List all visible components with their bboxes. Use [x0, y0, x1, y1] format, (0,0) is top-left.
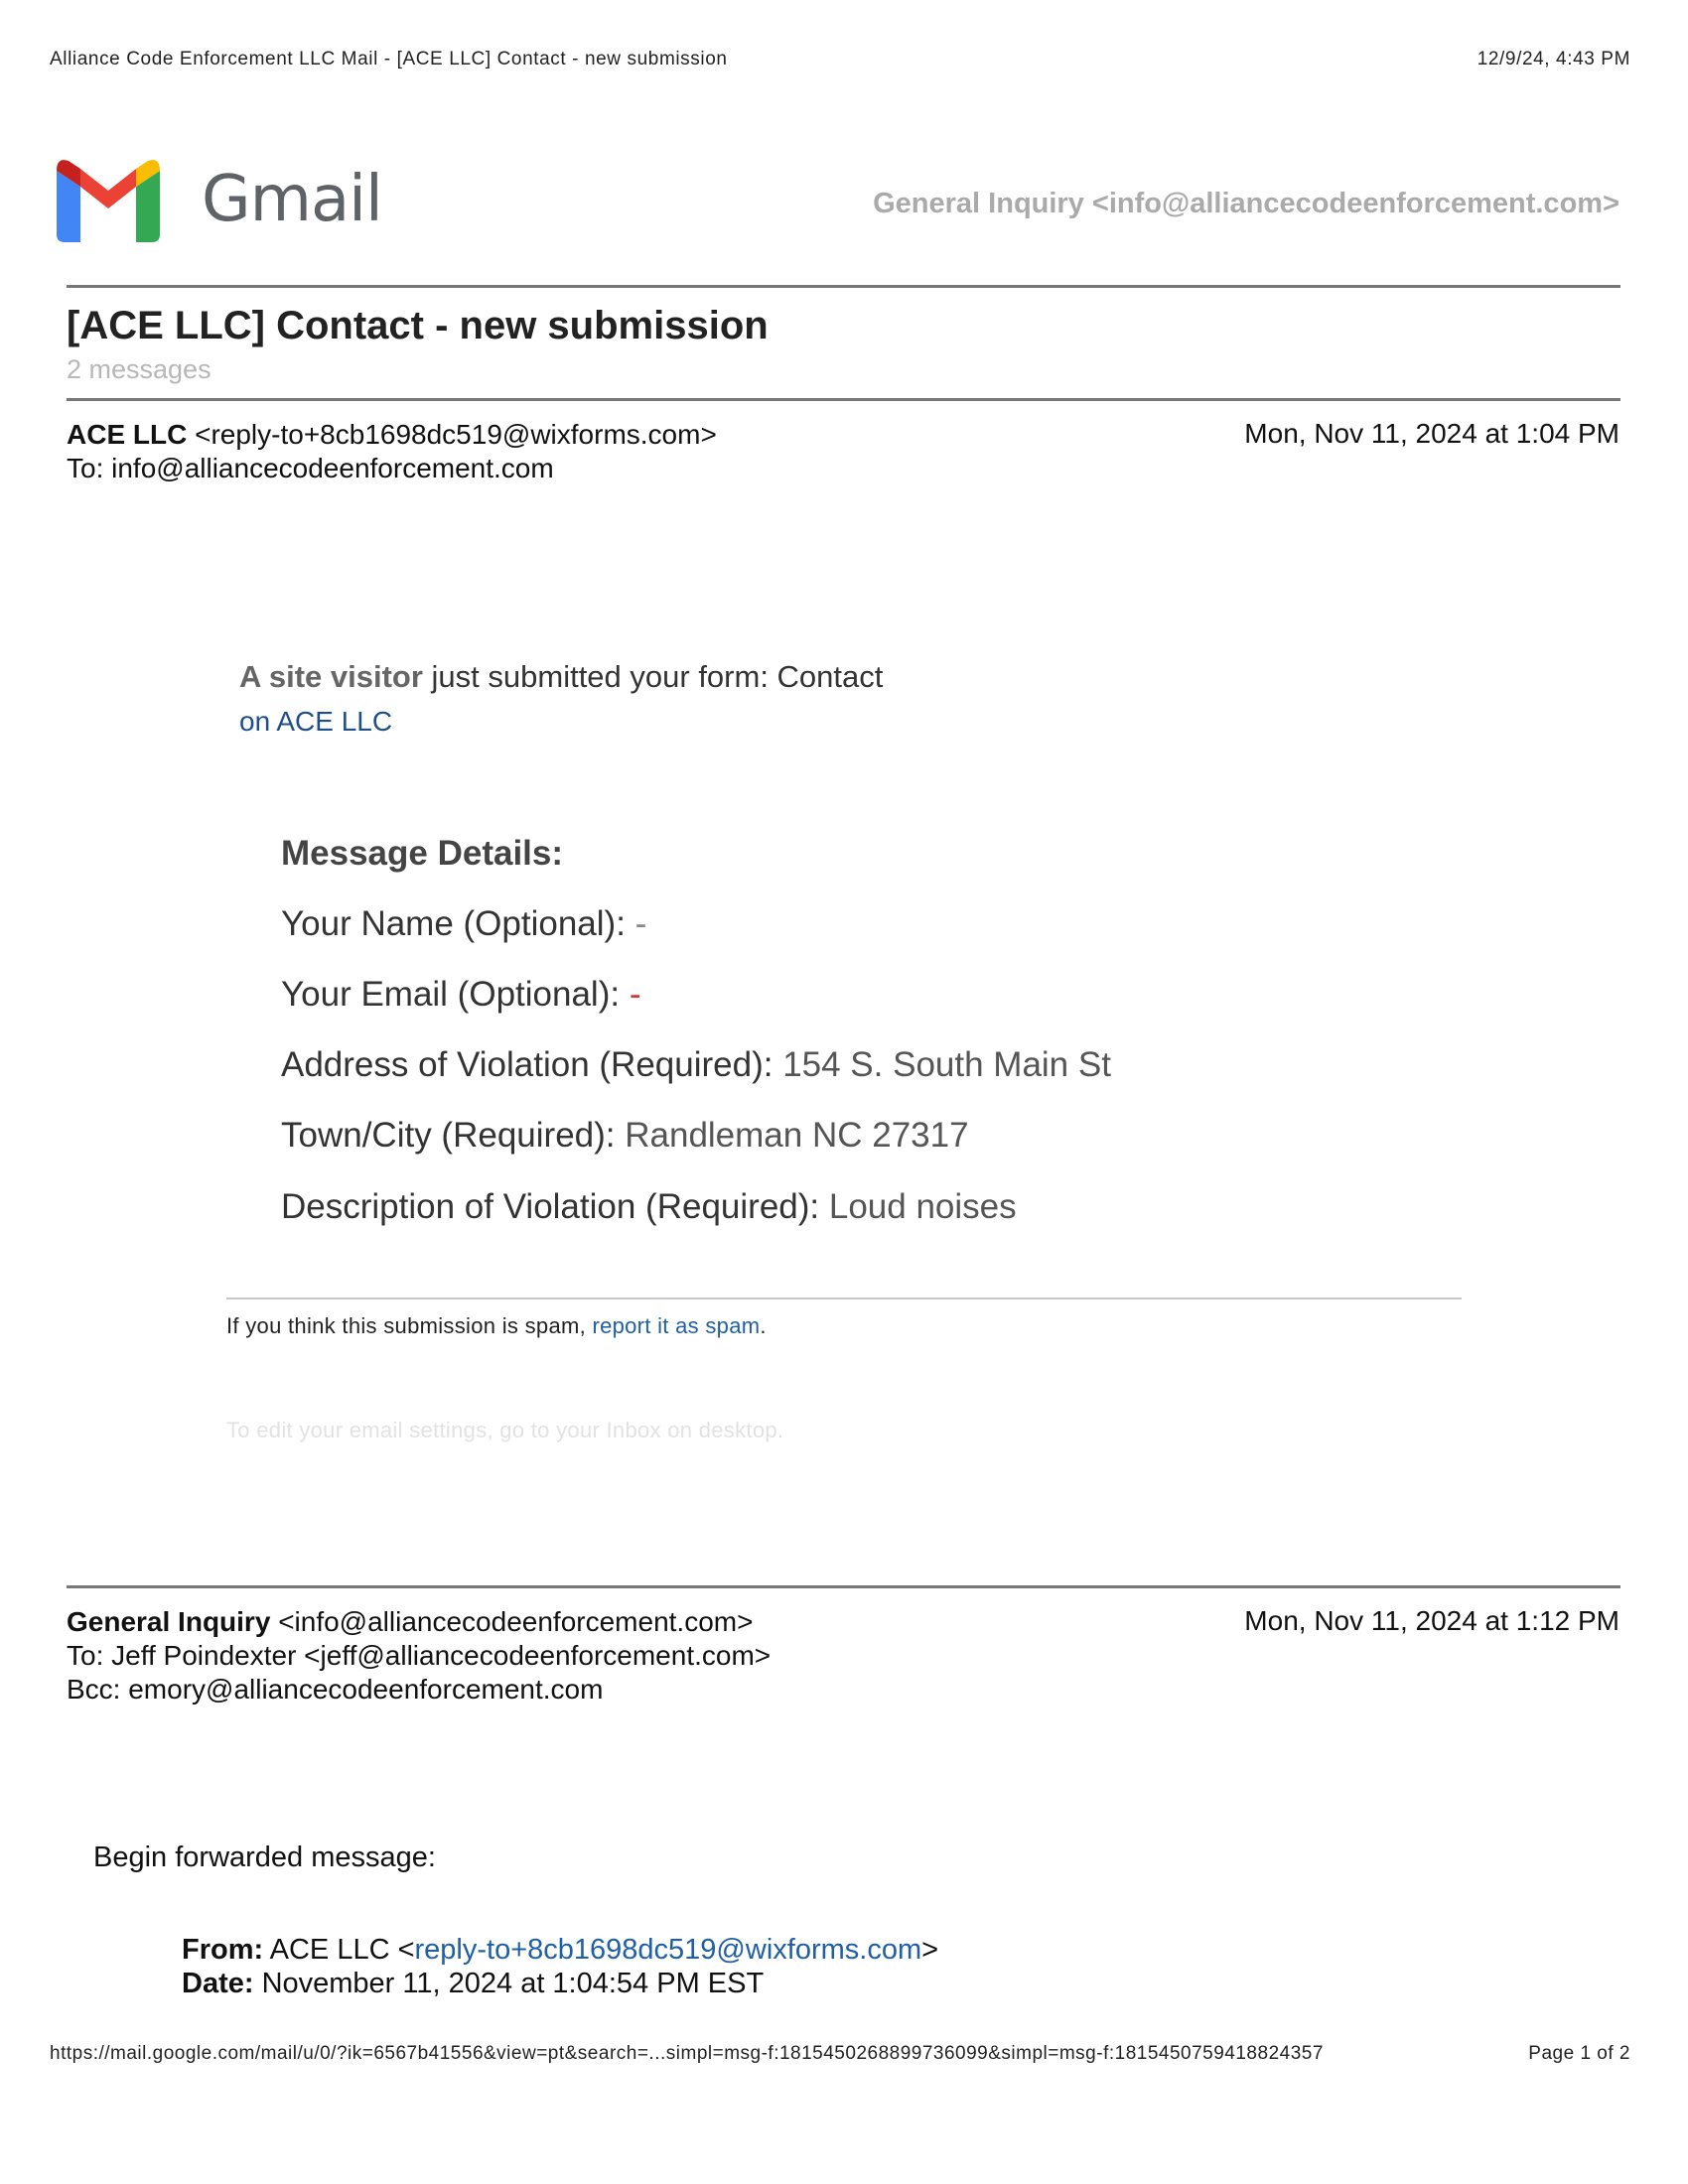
message-count: 2 messages — [67, 354, 211, 384]
message2-sender-name: General Inquiry — [67, 1606, 271, 1637]
spam-suffix: . — [760, 1313, 767, 1338]
forward-date — [182, 1967, 764, 2000]
gmail-m-icon — [57, 157, 160, 242]
message2-bcc: Bcc: emory@alliancecodeenforcement.com — [67, 1674, 604, 1705]
field-description-value: Loud noises — [828, 1187, 1017, 1226]
message1-to: To: info@alliancecodeenforcement.com — [67, 453, 554, 483]
forward-from-email-link[interactable]: reply-to+8cb1698dc519@wixforms.com — [414, 1934, 922, 1966]
message1-sender — [67, 418, 717, 452]
message1-date: Mon, Nov 11, 2024 at 1:04 PM — [1244, 418, 1619, 449]
forward-from-close: > — [921, 1934, 939, 1966]
message2-date: Mon, Nov 11, 2024 at 1:12 PM — [1244, 1605, 1619, 1636]
account-identity: General Inquiry <info@alliancecodeenforcement.com> — [873, 188, 1619, 219]
report-spam-link[interactable]: report it as spam — [592, 1313, 761, 1338]
body-divider — [226, 1297, 1462, 1299]
submission-intro-bold: A site visitor — [239, 659, 423, 694]
forward-from-label: From: — [182, 1934, 264, 1966]
spam-note — [226, 1313, 767, 1339]
field-description-label: Description of Violation (Required): — [281, 1187, 829, 1226]
submission-intro — [239, 659, 883, 695]
message2-sender — [67, 1605, 753, 1639]
subject-divider — [67, 398, 1620, 401]
message2-divider — [67, 1585, 1620, 1588]
message1-sender-name: ACE LLC — [67, 419, 188, 450]
print-footer-page: Page 1 of 2 — [1528, 2043, 1630, 2064]
field-town — [281, 1116, 969, 1156]
print-header-datetime: 12/9/24, 4:43 PM — [1477, 49, 1630, 69]
message2-sender-email: <info@alliancecodeenforcement.com> — [278, 1606, 754, 1637]
field-address — [281, 1045, 1111, 1085]
field-name — [281, 904, 646, 944]
field-town-value: Randleman NC 27317 — [625, 1116, 969, 1155]
site-link[interactable]: on ACE LLC — [239, 706, 393, 737]
field-name-label: Your Name (Optional): — [281, 904, 635, 943]
forward-date-label: Date: — [182, 1968, 254, 1999]
header-divider — [67, 285, 1620, 288]
forward-from — [182, 1933, 938, 1967]
field-address-label: Address of Violation (Required): — [281, 1045, 783, 1084]
field-email-value: - — [629, 975, 641, 1014]
message2-to: To: Jeff Poindexter <jeff@alliancecodeenforcement.com> — [67, 1640, 772, 1671]
message1-sender-email: <reply-to+8cb1698dc519@wixforms.com> — [195, 419, 717, 450]
forward-intro: Begin forwarded message: — [93, 1842, 436, 1873]
field-email — [281, 975, 640, 1015]
forward-date-value: November 11, 2024 at 1:04:54 PM EST — [253, 1968, 765, 1999]
thread-subject: [ACE LLC] Contact - new submission — [67, 304, 769, 347]
field-address-value: 154 S. South Main St — [782, 1045, 1111, 1084]
print-footer-url: https://mail.google.com/mail/u/0/?ik=6567b41556&view=pt&search=...simpl=msg-f:1815450268899736099&simpl=msg-f:1815450759418824357 — [50, 2043, 1324, 2064]
forward-from-name: ACE LLC < — [263, 1934, 415, 1966]
spam-prefix: If you think this submission is spam, — [226, 1313, 593, 1338]
settings-note: To edit your email settings, go to your Inbox on desktop. — [226, 1418, 784, 1442]
print-header-title: Alliance Code Enforcement LLC Mail - [ACE LLC] Contact - new submission — [50, 49, 728, 69]
details-title: Message Details: — [281, 834, 564, 873]
field-description — [281, 1187, 1017, 1227]
submission-intro-rest: just submitted your form: Contact — [422, 659, 884, 694]
field-email-label: Your Email (Optional): — [281, 975, 630, 1014]
field-name-value: - — [634, 904, 647, 943]
field-town-label: Town/City (Required): — [281, 1116, 626, 1155]
gmail-wordmark: Gmail — [202, 163, 382, 236]
